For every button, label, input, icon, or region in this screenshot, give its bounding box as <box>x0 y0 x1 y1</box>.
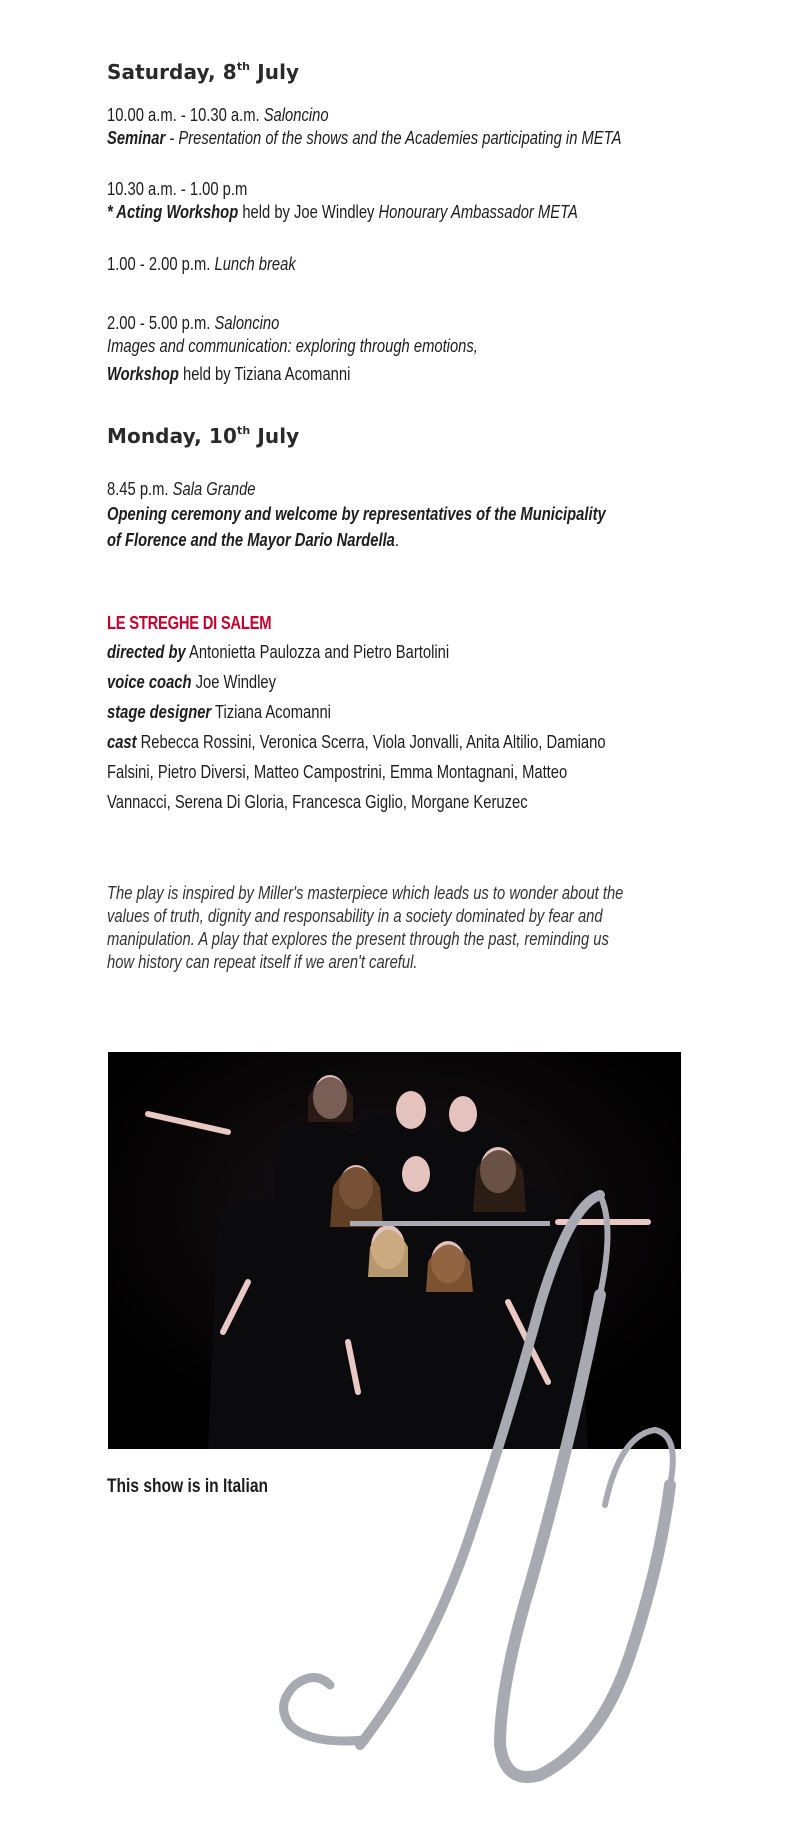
images-workshop-entry <box>107 312 727 386</box>
opening-title-line1: Opening ceremony and welcome by representatives of the Municipality <box>107 504 606 524</box>
show-block <box>107 612 727 817</box>
credit-role-stage-designer: stage designer <box>107 702 212 722</box>
lunch-time: 1.00 - 2.00 p.m. <box>107 254 215 274</box>
show-title: LE STREGHE DI SALEM <box>107 613 272 633</box>
cast-line-2: Falsini, Pietro Diversi, Matteo Campostrini, Emma Montagnani, Matteo <box>107 762 568 782</box>
seminar-venue: Saloncino <box>263 105 329 125</box>
acting-workshop-role: Honourary Ambassador META <box>378 202 578 222</box>
credit-names-cast: Rebecca Rossini, Veronica Scerra, Viola Jonvalli, Anita Altilio, Damiano <box>136 732 606 752</box>
opening-period: . <box>394 530 400 550</box>
description-line-1: The play is inspired by Miller's masterpiece which leads us to wonder about the <box>107 883 624 903</box>
images-workshop-title: Workshop <box>107 364 179 384</box>
saturday-month: July <box>250 60 300 84</box>
language-note-text: This show is in Italian <box>107 1476 269 1497</box>
monday-day: Monday, 10 <box>107 424 237 448</box>
images-workshop-held-by: held by Tiziana Acomanni <box>178 364 351 384</box>
seminar-entry <box>107 104 727 150</box>
credit-role-voice-coach: voice coach <box>107 672 192 692</box>
images-workshop-time: 2.00 - 5.00 p.m. <box>107 313 215 333</box>
monday-month: July <box>250 424 300 448</box>
credit-names-stage-designer: Tiziana Acomanni <box>211 702 331 722</box>
credit-role-director: directed by <box>107 642 186 662</box>
acting-workshop-time: 10.30 a.m. - 1.00 p.m <box>107 179 248 199</box>
monday-ordinal: th <box>236 424 251 438</box>
credit-role-cast: cast <box>107 732 137 752</box>
images-workshop-venue: Saloncino <box>214 313 280 333</box>
language-note <box>107 1475 727 1498</box>
credit-names-voice-coach: Joe Windley <box>191 672 277 692</box>
acting-workshop-title: * Acting Workshop <box>107 202 239 222</box>
acting-workshop-held-by: held by Joe Windley <box>238 202 379 222</box>
description-line-2: values of truth, dignity and responsability in a society dominated by fear and <box>107 906 603 926</box>
saturday-day: Saturday, 8 <box>107 60 237 84</box>
monday-heading <box>107 424 727 448</box>
opening-venue: Sala Grande <box>172 479 256 499</box>
saturday-heading <box>107 60 727 84</box>
cast-line-3: Vannacci, Serena Di Gloria, Francesca Giglio, Morgane Keruzec <box>107 792 528 812</box>
opening-time: 8.45 p.m. <box>107 479 173 499</box>
seminar-description: - Presentation of the shows and the Academies participating in META <box>165 128 622 148</box>
lunch-label: Lunch break <box>214 254 296 274</box>
description-line-4: how history can repeat itself if we aren't careful. <box>107 952 418 972</box>
description-line-3: manipulation. A play that explores the present through the past, reminding us <box>107 929 609 949</box>
credit-names-director: Antonietta Paulozza and Pietro Bartolini <box>185 642 450 662</box>
cast-photo <box>108 1052 681 1449</box>
opening-entry <box>107 478 727 553</box>
images-workshop-subtitle: Images and communication: exploring through emotions, <box>107 336 478 356</box>
seminar-time: 10.00 a.m. - 10.30 a.m. <box>107 105 264 125</box>
cast-photo-illustration <box>108 1052 681 1449</box>
lunch-entry <box>107 253 727 276</box>
acting-workshop-entry <box>107 178 727 224</box>
saturday-ordinal: th <box>236 60 251 74</box>
seminar-title: Seminar <box>107 128 166 148</box>
show-description <box>107 882 727 974</box>
opening-title-line2: of Florence and the Mayor Dario Nardella <box>107 530 395 550</box>
